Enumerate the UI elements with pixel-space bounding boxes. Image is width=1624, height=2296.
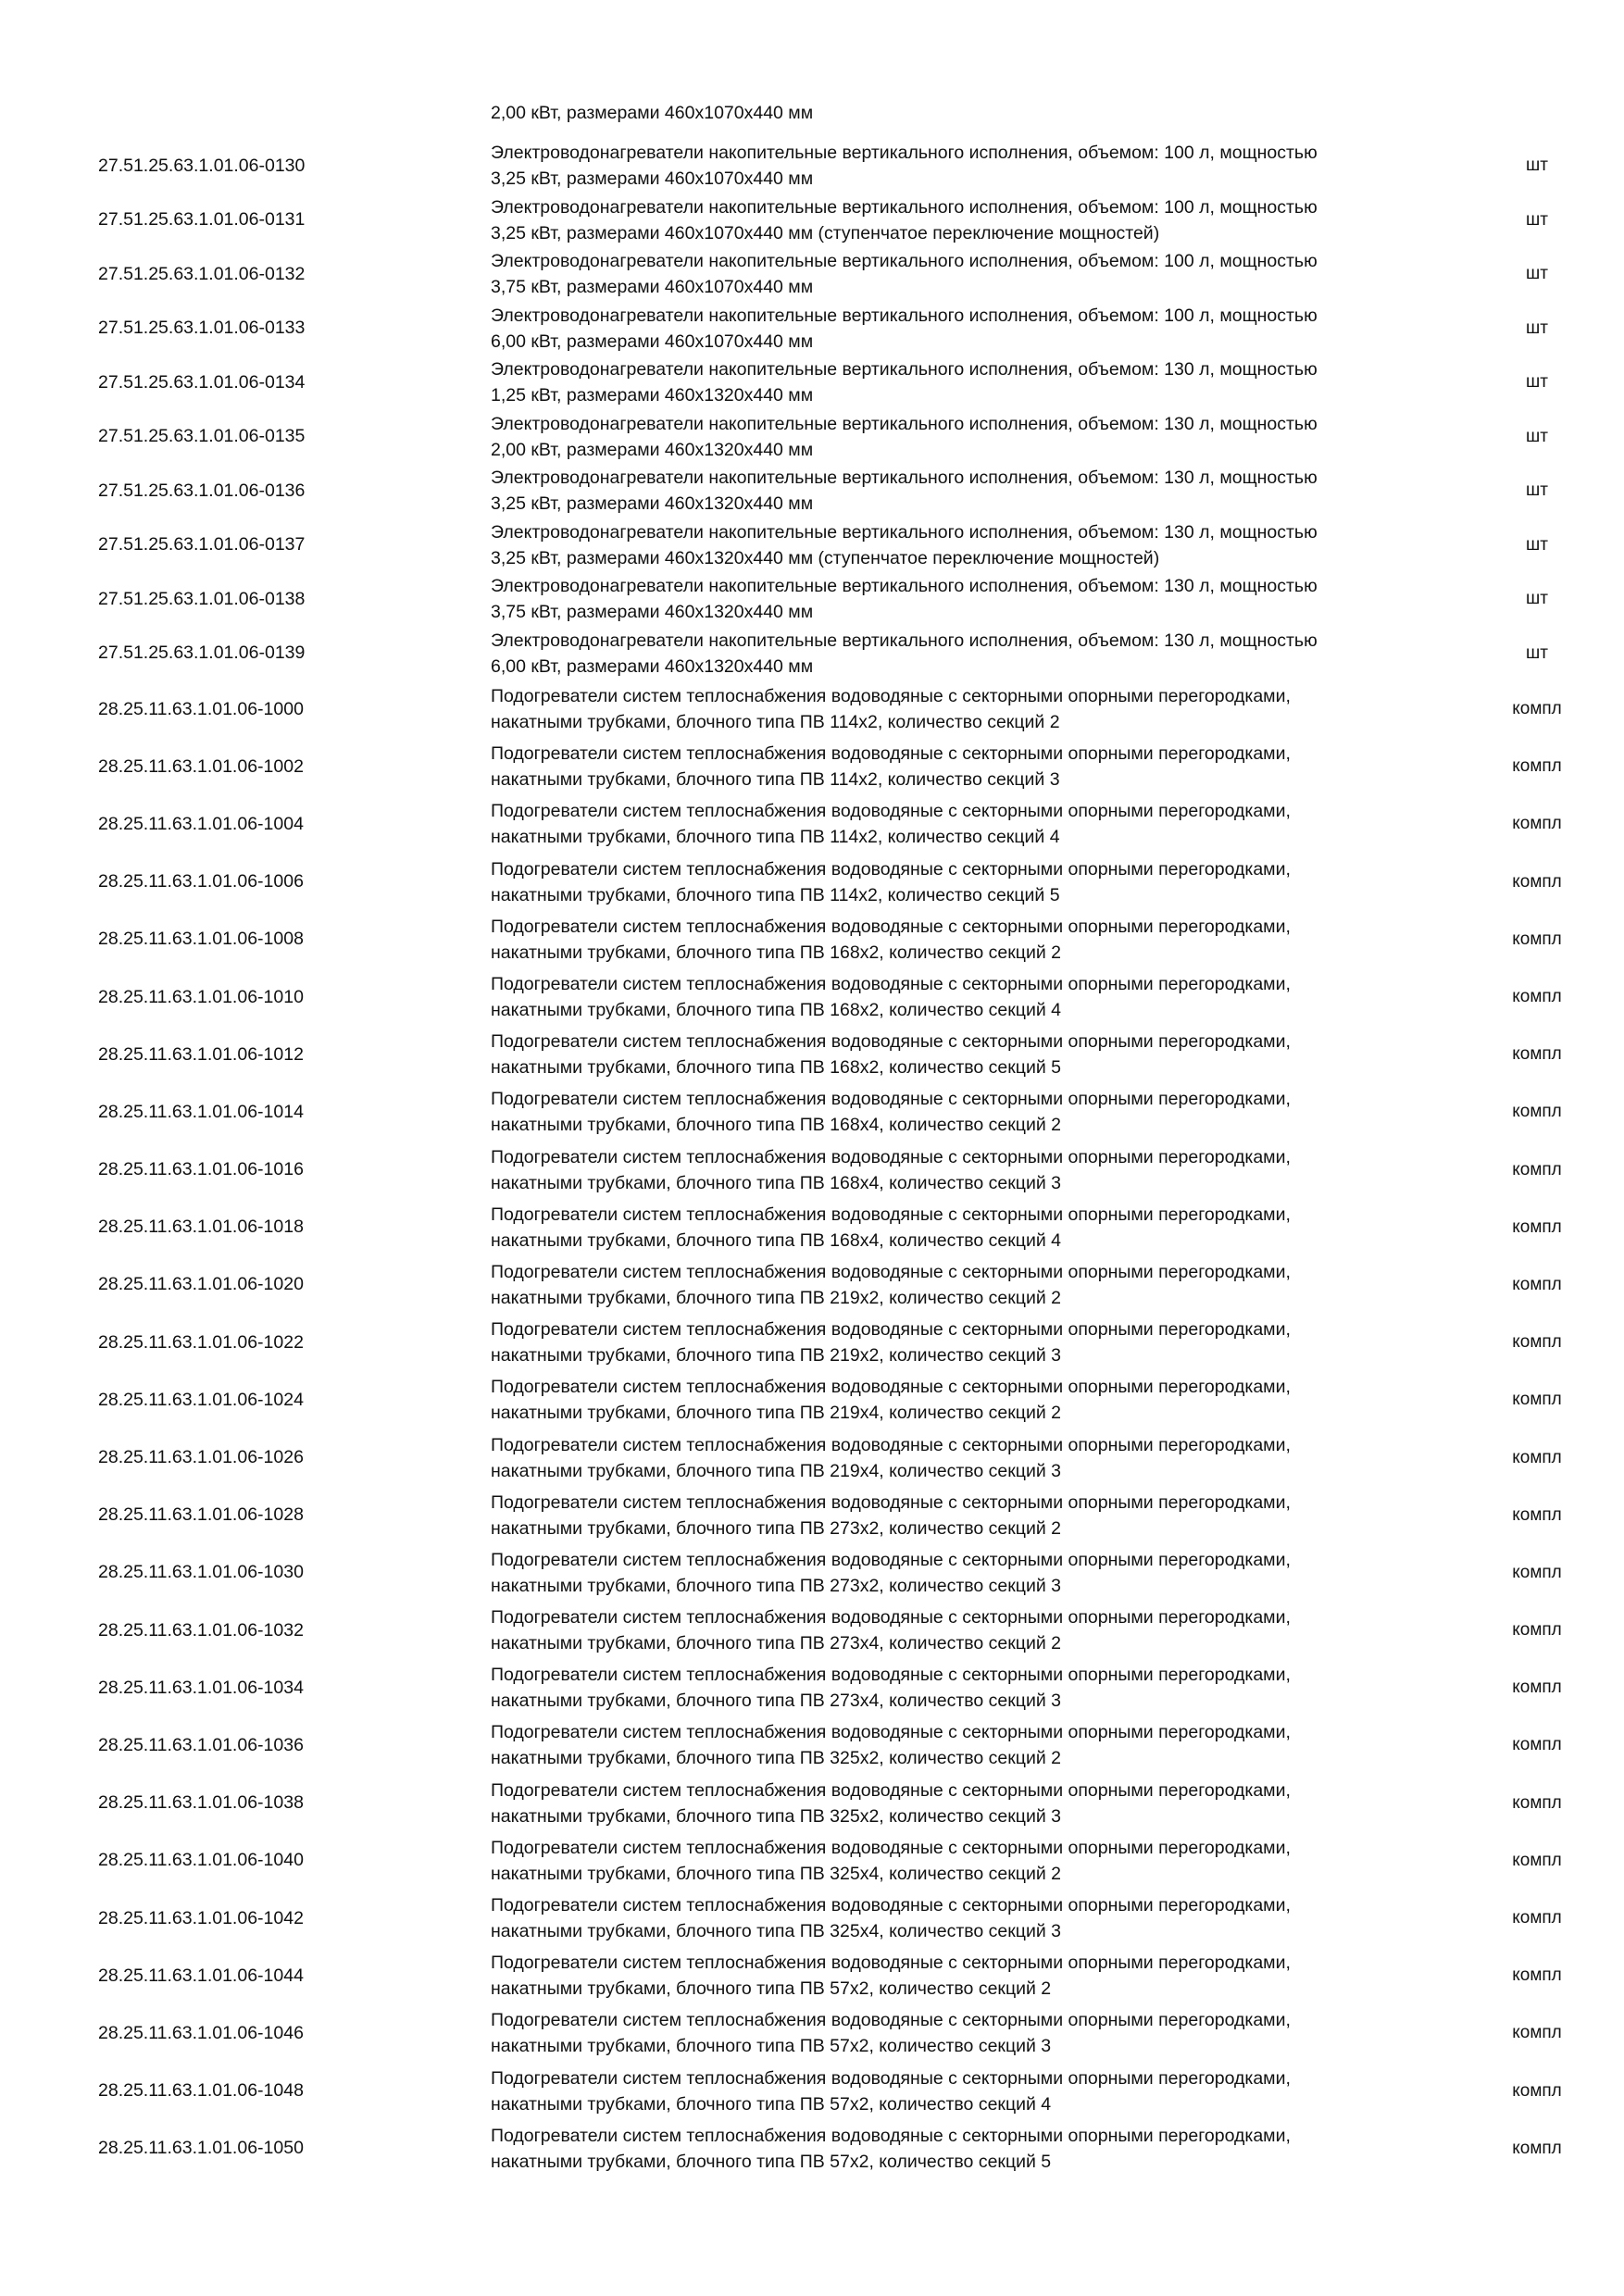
row-description: Электроводонагреватели накопительные вертикального исполнения, объемом: 130 л, мощностью 6,00 кВт, размерами 460х1320х440 мм — [491, 630, 1318, 677]
row-unit: компл — [1512, 1447, 1562, 1467]
table-row — [0, 1256, 1624, 1314]
table-row — [0, 410, 1624, 465]
row-unit: шт — [1526, 372, 1548, 393]
row-unit: компл — [1512, 1504, 1562, 1525]
table-row — [0, 1602, 1624, 1659]
row-description: Электроводонагреватели накопительные вертикального исполнения, объемом: 100 л, мощностью 3,75 кВт, размерами 460х1070х440 мм — [491, 251, 1318, 298]
row-description: Подогреватели систем теплоснабжения водоводяные с секторными опорными перегородками, накатными трубками, блочного типа ПВ 114х2, количество секций 3 — [491, 743, 1291, 791]
table-row — [0, 1487, 1624, 1544]
row-unit: компл — [1512, 756, 1562, 777]
table-row — [0, 1544, 1624, 1602]
table-row — [0, 795, 1624, 853]
table-row — [0, 1832, 1624, 1890]
table-row — [0, 1142, 1624, 1199]
row-unit: компл — [1512, 1274, 1562, 1294]
row-code: 28.25.11.63.1.01.06-1002 — [98, 755, 304, 777]
row-description: Подогреватели систем теплоснабжения водоводяные с секторными опорными перегородками, накатными трубками, блочного типа ПВ 168х2, количество секций 2 — [491, 916, 1291, 963]
row-unit: компл — [1512, 814, 1562, 834]
row-unit: компл — [1512, 1217, 1562, 1237]
row-unit: компл — [1512, 1044, 1562, 1065]
table-row — [0, 464, 1624, 518]
table-row — [0, 1199, 1624, 1256]
row-unit: компл — [1512, 2138, 1562, 2158]
row-code: 28.25.11.63.1.01.06-1050 — [98, 2138, 304, 2159]
row-code: 28.25.11.63.1.01.06-1036 — [98, 1734, 304, 1755]
row-description: Подогреватели систем теплоснабжения водоводяные с секторными опорными перегородками, накатными трубками, блочного типа ПВ 273х4, количество секций 3 — [491, 1665, 1291, 1712]
row-code: 28.25.11.63.1.01.06-1044 — [98, 1965, 304, 1986]
row-code: 27.51.25.63.1.01.06-0131 — [98, 209, 306, 231]
row-code: 28.25.11.63.1.01.06-1006 — [98, 871, 304, 892]
row-description: Подогреватели систем теплоснабжения водоводяные с секторными опорными перегородками, накатными трубками, блочного типа ПВ 273х2, количество секций 2 — [491, 1491, 1291, 1539]
row-description: Электроводонагреватели накопительные вертикального исполнения, объемом: 130 л, мощностью 3,25 кВт, размерами 460х1320х440 мм (ступенчатое переключение мощностей) — [491, 521, 1318, 568]
row-code: 28.25.11.63.1.01.06-1010 — [98, 986, 304, 1007]
row-code: 28.25.11.63.1.01.06-1048 — [98, 2080, 304, 2102]
row-description: Подогреватели систем теплоснабжения водоводяные с секторными опорными перегородками, накатными трубками, блочного типа ПВ 57х2, количество секций 2 — [491, 1953, 1291, 2000]
table-row — [0, 680, 1624, 738]
table-row — [0, 193, 1624, 248]
row-code: 28.25.11.63.1.01.06-1018 — [98, 1217, 304, 1238]
row-code: 28.25.11.63.1.01.06-1004 — [98, 813, 304, 834]
row-description: Подогреватели систем теплоснабжения водоводяные с секторными опорными перегородками, накатными трубками, блочного типа ПВ 57х2, количество секций 5 — [491, 2125, 1291, 2172]
row-description: Подогреватели систем теплоснабжения водоводяные с секторными опорными перегородками, накатными трубками, блочного типа ПВ 168х2, количество секций 4 — [491, 974, 1291, 1021]
row-unit: компл — [1512, 1390, 1562, 1410]
row-code: 28.25.11.63.1.01.06-1022 — [98, 1331, 304, 1353]
row-code: 28.25.11.63.1.01.06-1008 — [98, 929, 304, 950]
table-row — [0, 1890, 1624, 1947]
row-code: 27.51.25.63.1.01.06-0138 — [98, 588, 306, 609]
table-row — [0, 1314, 1624, 1371]
table-row — [0, 356, 1624, 410]
table-row — [0, 1716, 1624, 1774]
row-description: Электроводонагреватели накопительные вертикального исполнения, объемом: 130 л, мощностью 2,00 кВт, размерами 460х1320х440 мм — [491, 413, 1318, 460]
table-row — [0, 1026, 1624, 1083]
row-code: 27.51.25.63.1.01.06-0139 — [98, 643, 306, 664]
table-row — [0, 1659, 1624, 1716]
row-unit: шт — [1526, 426, 1548, 446]
row-unit: компл — [1512, 2023, 1562, 2043]
row-description: Электроводонагреватели накопительные вертикального исполнения, объемом: 100 л, мощностью 6,00 кВт, размерами 460х1070х440 мм — [491, 305, 1318, 352]
table-row — [0, 1083, 1624, 1141]
row-description: Подогреватели систем теплоснабжения водоводяные с секторными опорными перегородками, накатными трубками, блочного типа ПВ 325х4, количество секций 2 — [491, 1837, 1291, 1884]
row-description: Электроводонагреватели накопительные вертикального исполнения, объемом: 130 л, мощностью 3,75 кВт, размерами 460х1320х440 мм — [491, 576, 1318, 623]
row-code: 28.25.11.63.1.01.06-1046 — [98, 2022, 304, 2043]
row-unit: компл — [1512, 1735, 1562, 1755]
row-code: 27.51.25.63.1.01.06-0136 — [98, 480, 306, 501]
row-unit: компл — [1512, 1620, 1562, 1641]
catalog-table — [0, 139, 1624, 2177]
table-row — [0, 2004, 1624, 2062]
table-row — [0, 2120, 1624, 2177]
row-code: 28.25.11.63.1.01.06-1012 — [98, 1043, 304, 1065]
row-unit: компл — [1512, 1792, 1562, 1813]
row-unit: компл — [1512, 1159, 1562, 1179]
row-description: Подогреватели систем теплоснабжения водоводяные с секторными опорными перегородками, накатными трубками, блочного типа ПВ 219х2, количество секций 3 — [491, 1319, 1291, 1366]
row-code: 28.25.11.63.1.01.06-1032 — [98, 1619, 304, 1641]
table-row — [0, 518, 1624, 573]
row-unit: компл — [1512, 1908, 1562, 1928]
row-description: Подогреватели систем теплоснабжения водоводяные с секторными опорными перегородками, накатными трубками, блочного типа ПВ 168х4, количество секций 3 — [491, 1146, 1291, 1193]
table-row — [0, 1947, 1624, 2004]
table-row — [0, 911, 1624, 968]
row-description: Подогреватели систем теплоснабжения водоводяные с секторными опорными перегородками, накатными трубками, блочного типа ПВ 168х2, количество секций 5 — [491, 1031, 1291, 1079]
row-description: Подогреватели систем теплоснабжения водоводяные с секторными опорными перегородками, накатными трубками, блочного типа ПВ 325х2, количество секций 3 — [491, 1779, 1291, 1827]
row-description: Подогреватели систем теплоснабжения водоводяные с секторными опорными перегородками, накатными трубками, блочного типа ПВ 57х2, количество секций 4 — [491, 2067, 1291, 2115]
table-row — [0, 627, 1624, 681]
table-row — [0, 854, 1624, 911]
row-code: 28.25.11.63.1.01.06-1026 — [98, 1447, 304, 1468]
row-unit: шт — [1526, 589, 1548, 609]
row-unit: компл — [1512, 1332, 1562, 1353]
table-row — [0, 2063, 1624, 2120]
row-code: 28.25.11.63.1.01.06-1030 — [98, 1562, 304, 1583]
continuation-line: 2,00 кВт, размерами 460х1070х440 мм — [491, 103, 814, 123]
row-description: Подогреватели систем теплоснабжения водоводяные с секторными опорными перегородками, накатными трубками, блочного типа ПВ 114х2, количество секций 2 — [491, 686, 1291, 733]
row-unit: шт — [1526, 534, 1548, 555]
row-description: Подогреватели систем теплоснабжения водоводяные с секторными опорными перегородками, накатными трубками, блочного типа ПВ 114х2, количество секций 5 — [491, 858, 1291, 905]
table-row — [0, 738, 1624, 795]
row-code: 28.25.11.63.1.01.06-1038 — [98, 1792, 304, 1814]
row-unit: компл — [1512, 987, 1562, 1007]
row-description: Электроводонагреватели накопительные вертикального исполнения, объемом: 130 л, мощностью 3,25 кВт, размерами 460х1320х440 мм — [491, 468, 1318, 515]
row-unit: шт — [1526, 156, 1548, 176]
row-unit: шт — [1526, 264, 1548, 284]
row-code: 28.25.11.63.1.01.06-1000 — [98, 698, 304, 719]
row-description: Подогреватели систем теплоснабжения водоводяные с секторными опорными перегородками, накатными трубками, блочного типа ПВ 219х4, количество секций 2 — [491, 1377, 1291, 1424]
row-description: Подогреватели систем теплоснабжения водоводяные с секторными опорными перегородками, накатными трубками, блочного типа ПВ 219х2, количество секций 2 — [491, 1261, 1291, 1308]
row-unit: компл — [1512, 871, 1562, 892]
row-code: 27.51.25.63.1.01.06-0133 — [98, 318, 306, 339]
row-code: 28.25.11.63.1.01.06-1020 — [98, 1274, 304, 1295]
row-description: Подогреватели систем теплоснабжения водоводяные с секторными опорными перегородками, накатными трубками, блочного типа ПВ 168х4, количество секций 2 — [491, 1089, 1291, 1136]
row-description: Электроводонагреватели накопительные вертикального исполнения, объемом: 100 л, мощностью 3,25 кВт, размерами 460х1070х440 мм (ступенчатое переключение мощностей) — [491, 196, 1318, 243]
row-description: Подогреватели систем теплоснабжения водоводяные с секторными опорными перегородками, накатными трубками, блочного типа ПВ 273х4, количество секций 2 — [491, 1607, 1291, 1654]
row-description: Подогреватели систем теплоснабжения водоводяные с секторными опорными перегородками, накатными трубками, блочного типа ПВ 57х2, количество секций 3 — [491, 2010, 1291, 2057]
row-unit: шт — [1526, 318, 1548, 338]
row-description: Подогреватели систем теплоснабжения водоводяные с секторными опорными перегородками, накатными трубками, блочного типа ПВ 168х4, количество секций 4 — [491, 1204, 1291, 1251]
row-code: 28.25.11.63.1.01.06-1014 — [98, 1101, 304, 1122]
row-unit: шт — [1526, 643, 1548, 663]
row-unit: компл — [1512, 1850, 1562, 1870]
row-description: Электроводонагреватели накопительные вертикального исполнения, объемом: 130 л, мощностью 1,25 кВт, размерами 460х1320х440 мм — [491, 359, 1318, 406]
table-row — [0, 139, 1624, 193]
row-unit: компл — [1512, 1965, 1562, 1986]
row-description: Подогреватели систем теплоснабжения водоводяные с секторными опорными перегородками, накатными трубками, блочного типа ПВ 325х2, количество секций 2 — [491, 1722, 1291, 1769]
row-unit: шт — [1526, 480, 1548, 501]
row-code: 27.51.25.63.1.01.06-0137 — [98, 534, 306, 555]
table-row — [0, 1429, 1624, 1486]
row-code: 27.51.25.63.1.01.06-0135 — [98, 426, 306, 447]
row-code: 28.25.11.63.1.01.06-1028 — [98, 1504, 304, 1526]
table-row — [0, 1775, 1624, 1832]
table-row — [0, 1371, 1624, 1429]
row-code: 28.25.11.63.1.01.06-1016 — [98, 1159, 304, 1180]
row-code: 28.25.11.63.1.01.06-1024 — [98, 1389, 304, 1410]
row-description: Подогреватели систем теплоснабжения водоводяные с секторными опорными перегородками, накатными трубками, блочного типа ПВ 273х2, количество секций 3 — [491, 1549, 1291, 1596]
row-unit: шт — [1526, 209, 1548, 230]
row-code: 27.51.25.63.1.01.06-0134 — [98, 371, 306, 393]
table-row — [0, 968, 1624, 1026]
table-row — [0, 572, 1624, 627]
row-unit: компл — [1512, 699, 1562, 719]
row-description: Подогреватели систем теплоснабжения водоводяные с секторными опорными перегородками, накатными трубками, блочного типа ПВ 219х4, количество секций 3 — [491, 1434, 1291, 1481]
row-unit: компл — [1512, 929, 1562, 949]
row-code: 28.25.11.63.1.01.06-1042 — [98, 1907, 304, 1928]
row-code: 27.51.25.63.1.01.06-0132 — [98, 263, 306, 284]
row-description: Подогреватели систем теплоснабжения водоводяные с секторными опорными перегородками, накатными трубками, блочного типа ПВ 325х4, количество секций 3 — [491, 1895, 1291, 1942]
row-code: 27.51.25.63.1.01.06-0130 — [98, 155, 306, 176]
table-row — [0, 302, 1624, 356]
row-description: Подогреватели систем теплоснабжения водоводяные с секторными опорными перегородками, накатными трубками, блочного типа ПВ 114х2, количество секций 4 — [491, 801, 1291, 848]
row-code: 28.25.11.63.1.01.06-1040 — [98, 1850, 304, 1871]
row-unit: компл — [1512, 1562, 1562, 1582]
row-unit: компл — [1512, 2080, 1562, 2101]
row-unit: компл — [1512, 1102, 1562, 1122]
row-description: Электроводонагреватели накопительные вертикального исполнения, объемом: 100 л, мощностью 3,25 кВт, размерами 460х1070х440 мм — [491, 143, 1318, 190]
row-code: 28.25.11.63.1.01.06-1034 — [98, 1677, 304, 1698]
table-row — [0, 247, 1624, 302]
row-unit: компл — [1512, 1678, 1562, 1698]
